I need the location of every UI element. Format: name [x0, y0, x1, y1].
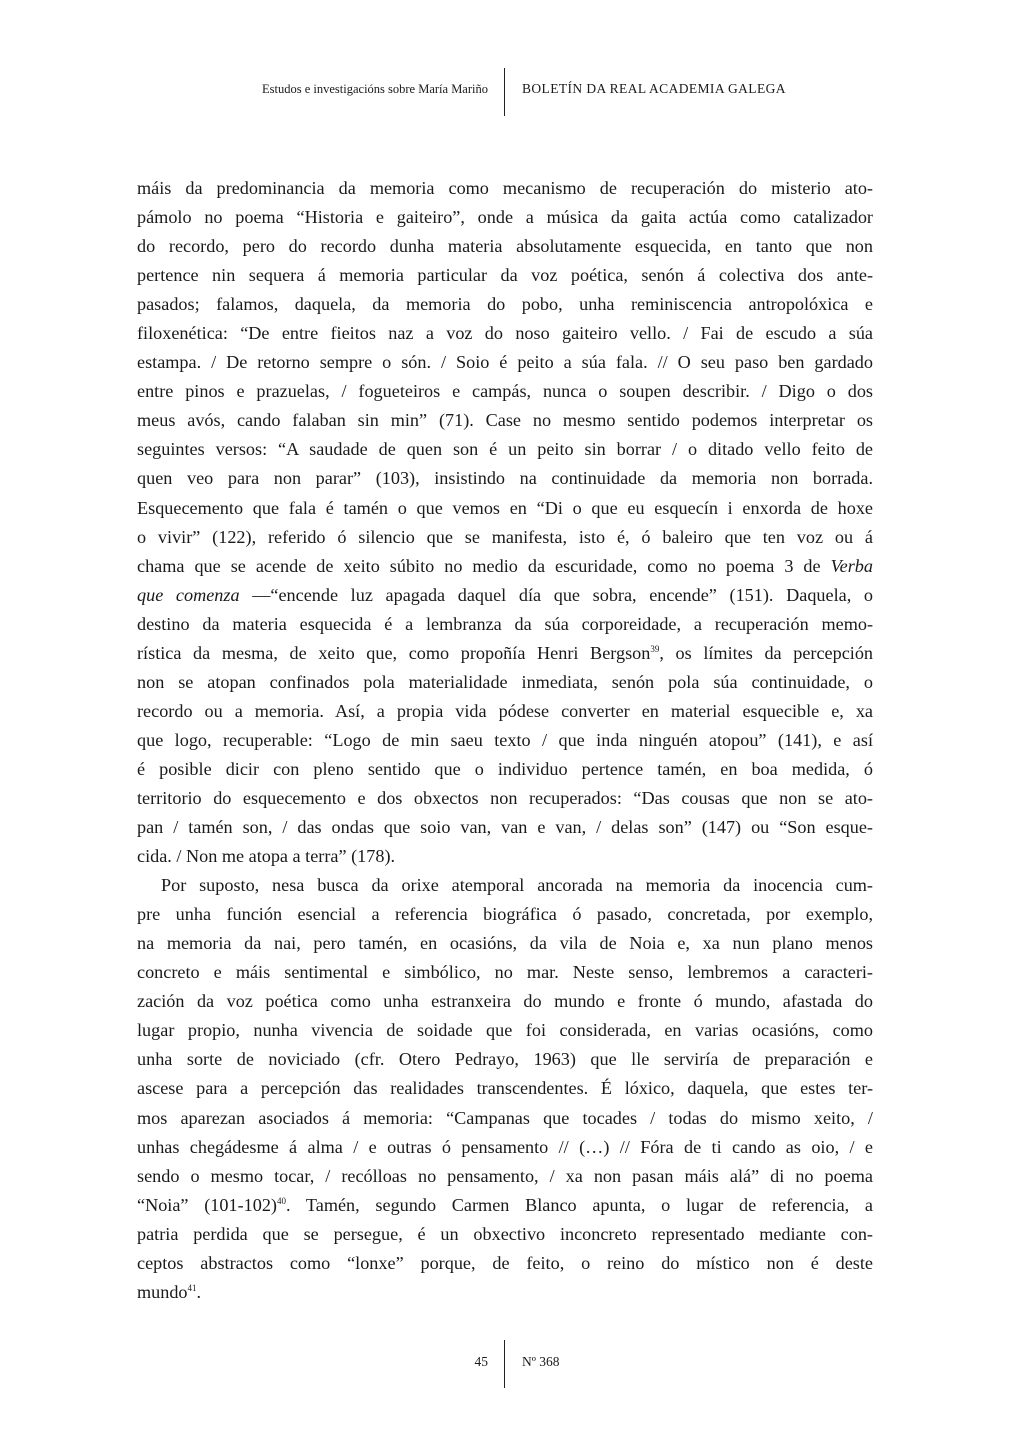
text-line: quen veo para non parar” (103), insistindo na continuidade da memoria non borrada.	[137, 468, 873, 489]
text-line: ceptos abstractos como “lonxe” porque, de feito, o reino do místico non é deste	[137, 1252, 873, 1273]
text-line: máis da predominancia da memoria como mecanismo de recuperación do misterio ato-	[137, 178, 873, 198]
text-line: chama que se acende de xeito súbito no medio da escuridade, como no poema 3 de Verba	[137, 555, 873, 576]
text-line: estampa. / De retorno sempre o són. / Soio é peito a súa fala. // O seu paso ben gardado	[137, 352, 873, 373]
text-line: patria perdida que se persegue, é un obxectivo inconcreto representado mediante con-	[137, 1223, 873, 1244]
text-line: seguintes versos: “A saudade de quen son é un peito sin borrar / o ditado vello feito de	[137, 439, 873, 460]
text-line: unhas chegádesme á alma / e outras ó pensamento // (…) // Fóra de ti cando as oio, / e	[137, 1136, 873, 1157]
text-line: pámolo no poema “Historia e gaiteiro”, onde a música da gaita actúa como catalizador	[137, 207, 873, 228]
text-line: ascese para a percepción das realidades transcendentes. É lóxico, daquela, que estes ter-	[137, 1078, 873, 1099]
text-line: cida. / Non me atopa a terra” (178).	[137, 846, 396, 867]
header-journal-title: BOLETÍN DA REAL ACADEMIA GALEGA	[522, 81, 786, 96]
text-line: “Noia” $(101-102)^{40}$. Tamén, segundo Carmen Blanco apunta, o lugar de referencia, a	[137, 1194, 873, 1215]
text-line: é posible dicir con pleno sentido que o individuo pertence tamén, en boa medida, ó	[137, 758, 873, 779]
text-line: unha sorte de noviciado (cfr. Otero Pedrayo, 1963) que lle serviría de preparación e	[137, 1049, 873, 1070]
running-header	[0, 68, 1010, 116]
footnote-marker[interactable]: 41	[187, 1282, 197, 1293]
text-line: entre pinos e prazuelas, / fogueteiros e campás, nunca o soupen describir. / Digo o dos	[137, 381, 873, 402]
text-line: lugar propio, nunha vivencia de soidade que foi considerada, en varias ocasións, como	[137, 1020, 873, 1041]
text-line: Por suposto, nesa busca da orixe atemporal ancorada na memoria da inocencia cum-	[161, 875, 873, 896]
text-line: pan / tamén son, / das ondas que soio van, van e van, / delas son” (147) ou “Son esque-	[137, 817, 873, 838]
page-number: 45	[474, 1354, 488, 1369]
text-line: meus avós, cando falaban sin min” (71). Case no mesmo sentido podemos interpretar os	[137, 410, 873, 431]
text-line: do recordo, pero do recordo dunha materia absolutamente esquecida, en tanto que non	[137, 236, 873, 257]
text-line: na memoria da nai, pero tamén, en ocasións, da vila de Noia e, xa nun plano menos	[137, 933, 873, 954]
text-line: filoxenética: “De entre fieitos naz a voz do noso gaiteiro vello. / Fai de escudo a súa	[137, 323, 873, 344]
text-line: pasados; falamos, daquela, da memoria do pobo, unha reminiscencia antropolóxica e	[137, 294, 873, 315]
text-line: mundo$^{41}$.	[137, 1281, 202, 1302]
text-line: que logo, recuperable: “Logo de min saeu texto / que inda ninguén atopou” (141), e así	[137, 729, 873, 750]
text-line: Esquecemento que fala é tamén o que vemos en “Di o que eu esquecín i enxorda de hoxe	[137, 497, 873, 518]
footnote-marker[interactable]: 40	[276, 1195, 286, 1206]
paragraph	[137, 174, 873, 871]
text-line: destino da materia esquecida é a lembranza da súa corporeidade, a recuperación memo-	[137, 613, 873, 634]
book-title: Verba	[830, 555, 873, 576]
text-line: que comenza —“encende luz apagada daquel día que sobra, encende” (151). Daquela, o	[137, 584, 873, 605]
article-body	[137, 174, 873, 1307]
text-line: sendo o mesmo tocar, / recólloas no pensamento, / xa non pasan máis alá” di no poema	[137, 1165, 873, 1186]
text-line: non se atopan confinados pola materialidade inmediata, senón pola súa continuidade, o	[137, 671, 873, 692]
text-line: mos aparezan asociados á memoria: “Campanas que tocades / todas do mismo xeito, /	[137, 1107, 873, 1128]
header-divider	[504, 68, 505, 116]
issue-number: Nº 368	[522, 1354, 560, 1369]
paragraph	[137, 871, 873, 1307]
footnote-marker[interactable]: 39	[650, 643, 660, 654]
text-line: pertence nin sequera á memoria particular da voz poética, senón á colectiva dos ante-	[137, 265, 873, 286]
header-section-title: Estudos e investigacións sobre María Mariño	[262, 82, 488, 96]
running-footer	[0, 1340, 1010, 1388]
book-title: que comenza	[137, 584, 240, 605]
text-line: rística da mesma, de xeito que, como propoñía Henri Bergson$^{39}$, os límites da percepción	[137, 642, 874, 663]
text-line: pre unha función esencial a referencia biográfica ó pasado, concretada, por exemplo,	[137, 904, 873, 925]
text-line: o vivir” (122), referido ó silencio que se manifesta, isto é, ó baleiro que ten voz ou á	[137, 526, 873, 547]
text-line: concreto e máis sentimental e simbólico, no mar. Neste senso, lembremos a caracteri-	[137, 962, 873, 983]
footer-divider	[504, 1340, 505, 1388]
text-line: zación da voz poética como unha estranxeira do mundo e fronte ó mundo, afastada do	[137, 991, 873, 1012]
text-line: recordo ou a memoria. Así, a propia vida pódese converter en material esquecible e, xa	[137, 700, 873, 721]
text-line: territorio do esquecemento e dos obxectos non recuperados: “Das cousas que non se ato-	[137, 787, 873, 808]
